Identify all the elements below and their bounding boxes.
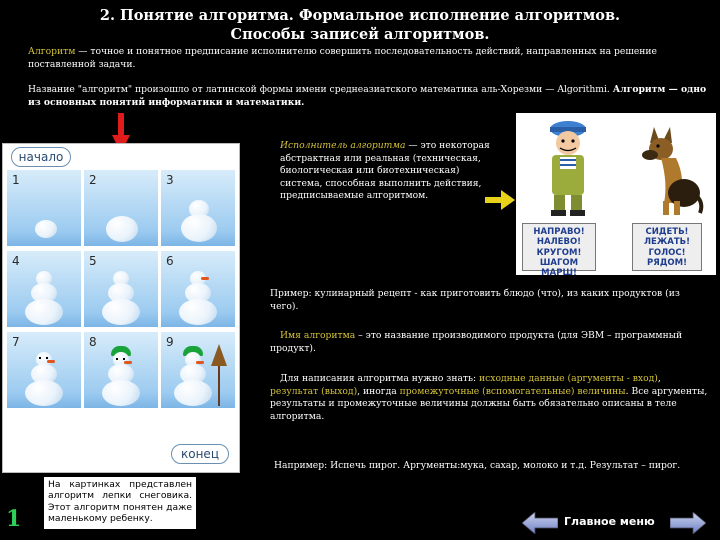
end-label: конец: [171, 444, 229, 464]
origin-bold: Алгоритм — одно из основных понятий информатики и математики.: [28, 84, 707, 108]
requirements-comma: ,: [657, 373, 661, 384]
pie-example-text: Например: Испечь пирог. Аргументы:мука, сахар, молоко и т.д. Результат – пирог.: [274, 460, 681, 471]
slide-number: 1: [6, 506, 22, 532]
back-arrow-button[interactable]: [522, 512, 558, 534]
input-data-term: исходные данные (аргументы - вход): [479, 373, 658, 384]
definition-term: Алгоритм: [28, 46, 76, 57]
step-cell: [161, 332, 235, 408]
requirements-intro: Для написания алгоритма нужно знать:: [280, 373, 480, 384]
eye-icon: [46, 357, 48, 359]
start-label: начало: [11, 147, 71, 167]
step-number: 3: [166, 173, 174, 187]
algorithm-name-definition: [270, 330, 710, 355]
executor-definition: [280, 140, 498, 203]
eye-icon: [116, 358, 118, 360]
executor-text: — это некоторая абстрактная или реальная (техническая, биологическая или биотехническая) система, способная выполнить действия, предписываемые алгоритмом.: [280, 140, 490, 202]
step-cell: [84, 170, 158, 246]
snowball: [102, 299, 140, 325]
requirements-rest: . Все аргументы, результаты и промежуточные величины должны быть обязательно описаны в теле алгоритма.: [270, 385, 708, 422]
carrot-nose-icon: [201, 277, 209, 280]
yellow-right-arrow-icon: [485, 190, 515, 210]
soldier-icon: [538, 117, 598, 217]
snowball: [35, 220, 57, 238]
origin-text: Название "алгоритм" произошло от латинской формы имени среднеазиатского математика аль-Хорезми — Algorithmi.: [28, 84, 613, 95]
snowball: [106, 216, 138, 242]
step-cell: [84, 251, 158, 327]
carrot-nose-icon: [47, 360, 55, 363]
forward-arrow-button[interactable]: [670, 512, 706, 534]
intermediate-term: промежуточные (вспомогательные) величины: [399, 385, 626, 397]
executor-commands-panel: [516, 113, 716, 279]
step-cell: [7, 170, 81, 246]
broom-icon: [211, 344, 227, 406]
executor-term: Исполнитель алгоритма: [280, 140, 406, 151]
step-number: 5: [89, 254, 97, 268]
algorithm-definition: [28, 46, 708, 71]
eye-icon: [123, 358, 125, 360]
step-number: 4: [12, 254, 20, 268]
algorithm-requirements: [270, 373, 710, 423]
recipe-example: Пример: кулинарный рецепт - как приготовить блюдо (что), из каких продуктов (из чего).: [270, 288, 680, 312]
dog-commands: СИДЕТЬ! ЛЕЖАТЬ! ГОЛОС! РЯДОМ!: [632, 223, 702, 271]
eye-icon: [39, 357, 41, 359]
step-cell: [7, 251, 81, 327]
snowball: [179, 299, 217, 325]
step-cell: [84, 332, 158, 408]
step-number: 6: [166, 254, 174, 268]
pie-example: [270, 460, 710, 473]
step-cell: [7, 332, 81, 408]
definition-text: — точное и понятное предписание исполнителю совершить последовательность действий, направленных на решение поставленной задачи.: [28, 46, 657, 70]
step-number: 8: [89, 335, 97, 349]
name-text: – это название производимого продукта (для ЭВМ – программный продукт).: [270, 330, 683, 354]
step-cell: [161, 170, 235, 246]
snowman-caption: На картинках представлен алгоритм лепки снеговика. Этот алгоритм понятен даже маленькому ребенку.: [44, 477, 196, 529]
snowball: [174, 380, 212, 406]
snowball: [25, 299, 63, 325]
title-line-1: 2. Понятие алгоритма. Формальное исполнение алгоритмов.: [99, 7, 621, 24]
step-number: 9: [166, 335, 174, 349]
snowman-algorithm-panel: [2, 143, 240, 473]
slide-title: [0, 6, 720, 44]
requirements-mid: , иногда: [357, 385, 400, 397]
snowball: [181, 214, 217, 242]
step-cell: [161, 251, 235, 327]
step-number: 2: [89, 173, 97, 187]
algorithm-origin: [28, 84, 713, 109]
snowball: [102, 380, 140, 406]
soldier-commands: НАПРАВО! НАЛЕВО! КРУГОМ! ШАГОМ МАРШ!: [522, 223, 596, 271]
step-number: 1: [12, 173, 20, 187]
dog-icon: [636, 123, 706, 218]
snowball: [25, 380, 63, 406]
step-number: 7: [12, 335, 20, 349]
name-term: Имя алгоритма: [280, 330, 356, 341]
result-term: результат (выход): [270, 385, 358, 397]
main-menu-button[interactable]: Главное меню: [564, 515, 655, 528]
title-line-2: Способы записей алгоритмов.: [230, 26, 490, 43]
